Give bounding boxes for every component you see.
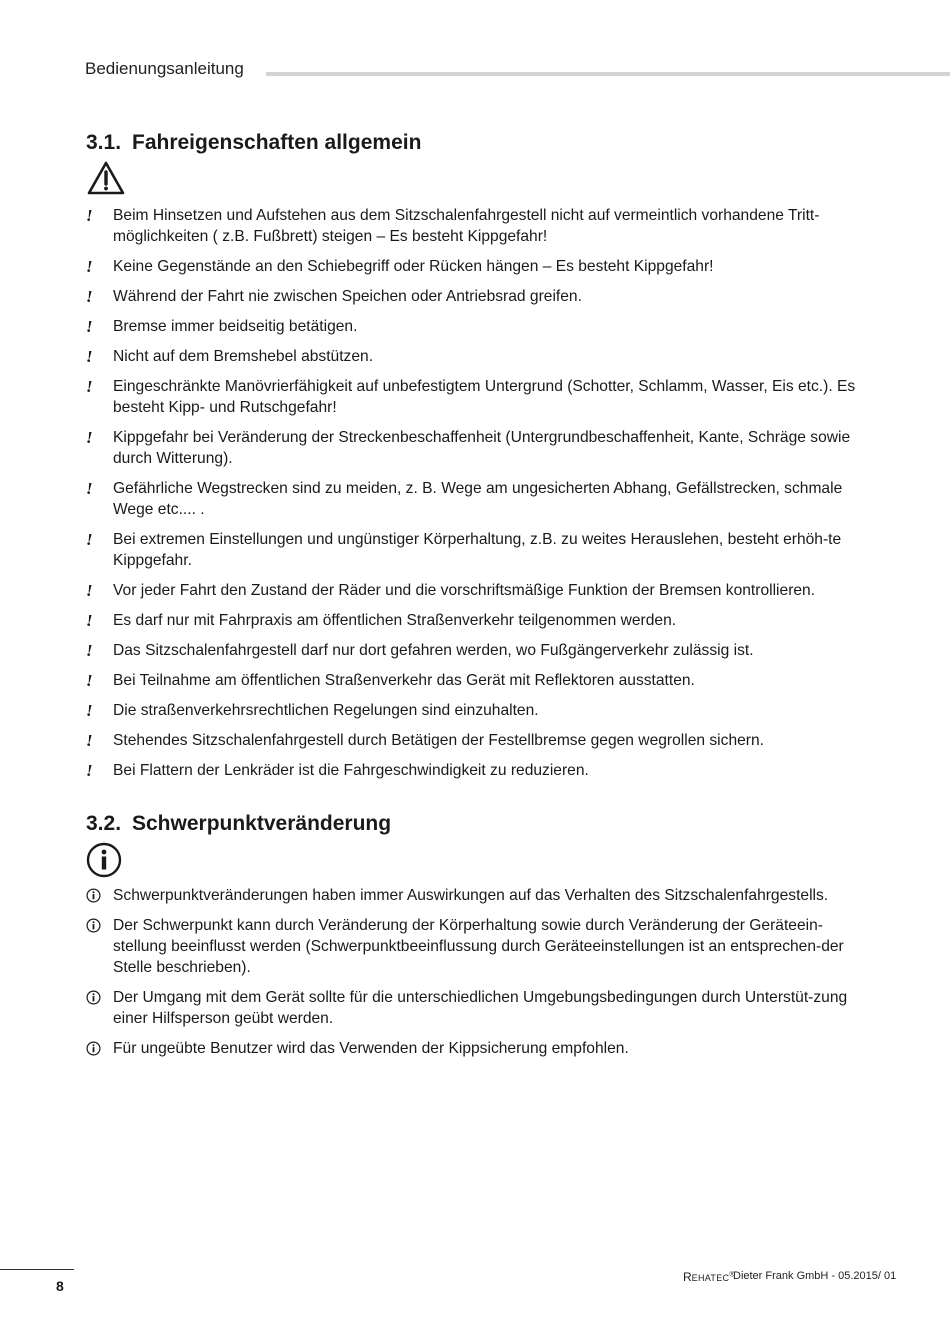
- section-heading-3-1: [86, 131, 421, 155]
- exclamation-bullet-icon: !: [86, 317, 93, 336]
- list-item: [86, 529, 876, 571]
- exclamation-bullet-icon: !: [86, 731, 93, 750]
- list-item: [86, 987, 876, 1029]
- exclamation-bullet-icon: !: [86, 428, 93, 447]
- exclamation-bullet-icon: !: [86, 377, 93, 396]
- page-number: 8: [56, 1278, 64, 1294]
- exclamation-bullet-icon: !: [86, 530, 93, 549]
- list-item: [86, 376, 876, 418]
- section-number: 3.1.: [86, 131, 122, 154]
- section-title: Schwerpunktveränderung: [132, 812, 392, 835]
- list-item: [86, 760, 876, 781]
- list-item: [86, 700, 876, 721]
- brand-logo: REHATEC®: [683, 1270, 735, 1284]
- list-item-text: Während der Fahrt nie zwischen Speichen oder Antriebsrad greifen.: [113, 288, 582, 305]
- footer-rule: [0, 1269, 74, 1270]
- list-item: [86, 1038, 876, 1059]
- info-bullet-icon: [86, 918, 101, 933]
- list-item-text: Keine Gegenstände an den Schiebegriff oder Rücken hängen – Es besteht Kippgefahr!: [113, 258, 714, 275]
- list-item: [86, 205, 876, 247]
- exclamation-bullet-icon: !: [86, 671, 93, 690]
- list-item-text: Nicht auf dem Bremshebel abstützen.: [113, 348, 374, 365]
- list-item-text: Eingeschränkte Manövrierfähigkeit auf unbefestigtem Untergrund (Schotter, Schlamm, Wasser, Eis etc.). Es besteht Kipp- und Rutschgefahr!: [113, 378, 856, 416]
- list-item-text: Gefährliche Wegstrecken sind zu meiden, z. B. Wege am ungesicherten Abhang, Gefällstrecken, schmale Wege etc.... .: [113, 480, 843, 518]
- list-item: [86, 670, 876, 691]
- exclamation-bullet-icon: !: [86, 611, 93, 630]
- exclamation-bullet-icon: !: [86, 641, 93, 660]
- list-item: [86, 478, 876, 520]
- exclamation-bullet-icon: !: [86, 479, 93, 498]
- list-item: [86, 427, 876, 469]
- list-item: [86, 580, 876, 601]
- list-item: [86, 286, 876, 307]
- info-bullet-icon: [86, 990, 101, 1005]
- list-item-text: Bei Teilnahme am öffentlichen Straßenverkehr das Gerät mit Reflektoren ausstatten.: [113, 672, 695, 689]
- warning-triangle-icon: [86, 160, 126, 201]
- exclamation-bullet-icon: !: [86, 701, 93, 720]
- list-item: [86, 346, 876, 367]
- list-item: [86, 915, 876, 978]
- info-list: [86, 885, 876, 1068]
- list-item-text: Stehendes Sitzschalenfahrgestell durch Betätigen der Festellbremse gegen wegrollen sichern.: [113, 732, 764, 749]
- section-number: 3.2.: [86, 812, 122, 835]
- list-item-text: Für ungeübte Benutzer wird das Verwenden der Kippsicherung empfohlen.: [113, 1040, 629, 1057]
- exclamation-bullet-icon: !: [86, 206, 93, 225]
- exclamation-bullet-icon: !: [86, 761, 93, 780]
- list-item-text: Kippgefahr bei Veränderung der Streckenbeschaffenheit (Untergrundbeschaffenheit, Kante, Schräge sowie durch Witterung).: [113, 429, 851, 467]
- list-item-text: Beim Hinsetzen und Aufstehen aus dem Sitzschalenfahrgestell nicht auf vermeintlich vorhandene Tritt-möglichkeiten ( z.B. Fußbrett) steigen – Es besteht Kippgefahr!: [113, 207, 820, 245]
- header-rule: [266, 72, 950, 76]
- exclamation-bullet-icon: !: [86, 287, 93, 306]
- list-item: [86, 730, 876, 751]
- list-item-text: Die straßenverkehrsrechtlichen Regelungen sind einzuhalten.: [113, 702, 539, 719]
- footer-company: Dieter Frank GmbH - 05.2015/ 01: [733, 1270, 897, 1282]
- section-title: Fahreigenschaften allgemein: [132, 131, 422, 154]
- warning-list: [86, 205, 876, 790]
- info-circle-icon: [86, 842, 122, 883]
- list-item-text: Bei Flattern der Lenkräder ist die Fahrgeschwindigkeit zu reduzieren.: [113, 762, 589, 779]
- exclamation-bullet-icon: !: [86, 581, 93, 600]
- info-bullet-icon: [86, 1041, 101, 1056]
- list-item: [86, 640, 876, 661]
- list-item: [86, 885, 876, 906]
- list-item: [86, 316, 876, 337]
- document-title: Bedienungsanleitung: [85, 59, 244, 78]
- list-item-text: Das Sitzschalenfahrgestell darf nur dort gefahren werden, wo Fußgängerverkehr zulässig ist.: [113, 642, 754, 659]
- list-item-text: Bei extremen Einstellungen und ungünstiger Körperhaltung, z.B. zu weites Herauslehen, besteht erhöh-te Kippgefahr.: [113, 531, 842, 569]
- info-bullet-icon: [86, 888, 101, 903]
- exclamation-bullet-icon: !: [86, 257, 93, 276]
- list-item-text: Vor jeder Fahrt den Zustand der Räder und die vorschriftsmäßige Funktion der Bremsen kontrollieren.: [113, 582, 816, 599]
- list-item-text: Der Schwerpunkt kann durch Veränderung der Körperhaltung sowie durch Veränderung der Geräteein-stellung beeinflusst werden (Schwerpunktbeeinflussung durch Geräteeinstellungen ist an entsprechen-der Stelle beschrieben).: [113, 917, 844, 976]
- list-item-text: Schwerpunktveränderungen haben immer Auswirkungen auf das Verhalten des Sitzschalenfahrgestells.: [113, 887, 829, 904]
- list-item-text: Bremse immer beidseitig betätigen.: [113, 318, 358, 335]
- list-item-text: Es darf nur mit Fahrpraxis am öffentlichen Straßenverkehr teilgenommen werden.: [113, 612, 677, 629]
- list-item-text: Der Umgang mit dem Gerät sollte für die unterschiedlichen Umgebungsbedingungen durch Unterstüt-zung einer Hilfsperson geübt werden.: [113, 989, 848, 1027]
- list-item: [86, 256, 876, 277]
- exclamation-bullet-icon: !: [86, 347, 93, 366]
- list-item: [86, 610, 876, 631]
- section-heading-3-2: [86, 812, 391, 836]
